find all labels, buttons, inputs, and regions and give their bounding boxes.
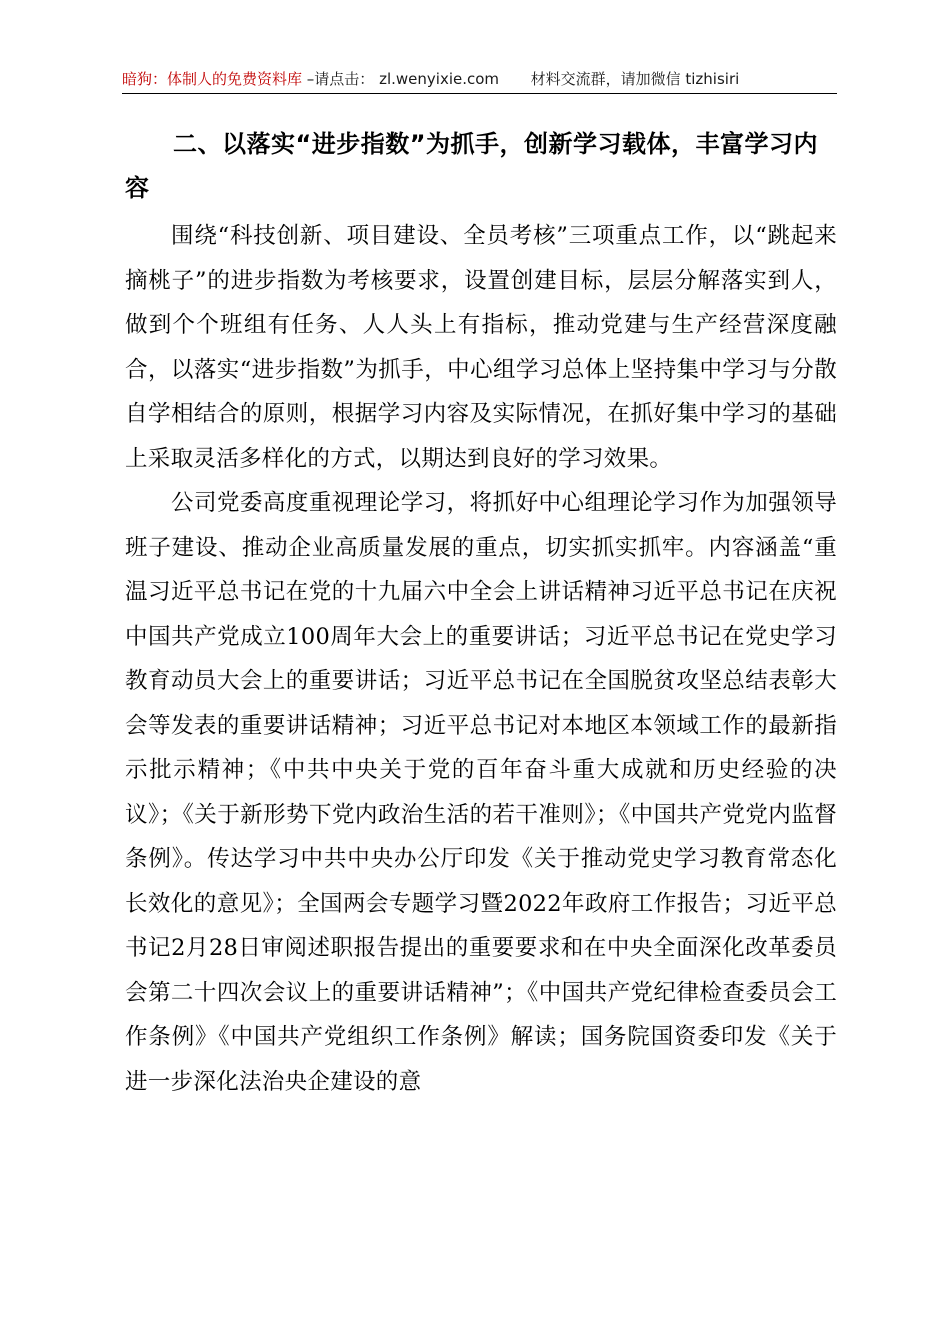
document-body [125,122,837,1104]
header-contact: 材料交流群，请加微信 tizhisiri [530,70,740,88]
section-heading: 二、以落实“进步指数”为抓手，创新学习载体，丰富学习内容 [125,130,819,202]
page-header [122,66,837,92]
body-paragraph: 公司党委高度重视理论学习，将抓好中心组理论学习作为加强领导班子建设、推动企业高质量发展的重点，切实抓实抓牢。内容涵盖“重温习近平总书记在党的十九届六中全会上讲话精神习近平总书记在庆祝中国共产党成立100周年大会上的重要讲话；习近平总书记在党史学习教育动员大会上的重要讲话；习近平总书记在全国脱贫攻坚总结表彰大会等发表的重要讲话精神；习近平总书记对本地区本领域工作的最新指示批示精神；《中共中央关于党的百年奋斗重大成就和历史经验的决议》；《关于新形势下党内政治生活的若干准则》；《中国共产党党内监督条例》。传达学习中共中央办公厅印发《关于推动党史学习教育常态化长效化的意见》；全国两会专题学习暨2022年政府工作报告；习近平总书记2月28日审阅述职报告提出的重要要求和在中央全面深化改革委员会第二十四次会议上的重要讲话精神”；《中国共产党纪律检查委员会工作条例》《中国共产党组织工作条例》解读；国务院国资委印发《关于进一步深化法治央企建设的意 [125,490,837,1095]
header-link[interactable]: zl.wenyixie.com [379,70,500,88]
header-brand: 暗狗：体制人的免费资料库 [122,70,303,88]
body-paragraph: 围绕“科技创新、项目建设、全员考核”三项重点工作，以“跳起来摘桃子”的进步指数为考核要求，设置创建目标，层层分解落实到人，做到个个班组有任务、人人头上有指标，推动党建与生产经营深度融合，以落实“进步指数”为抓手，中心组学习总体上坚持集中学习与分散自学相结合的原则，根据学习内容及实际情况，在抓好集中学习的基础上采取灵活多样化的方式，以期达到良好的学习效果。 [125,223,837,472]
header-link-prefix: –请点击： [306,70,375,88]
header-divider [122,93,837,94]
